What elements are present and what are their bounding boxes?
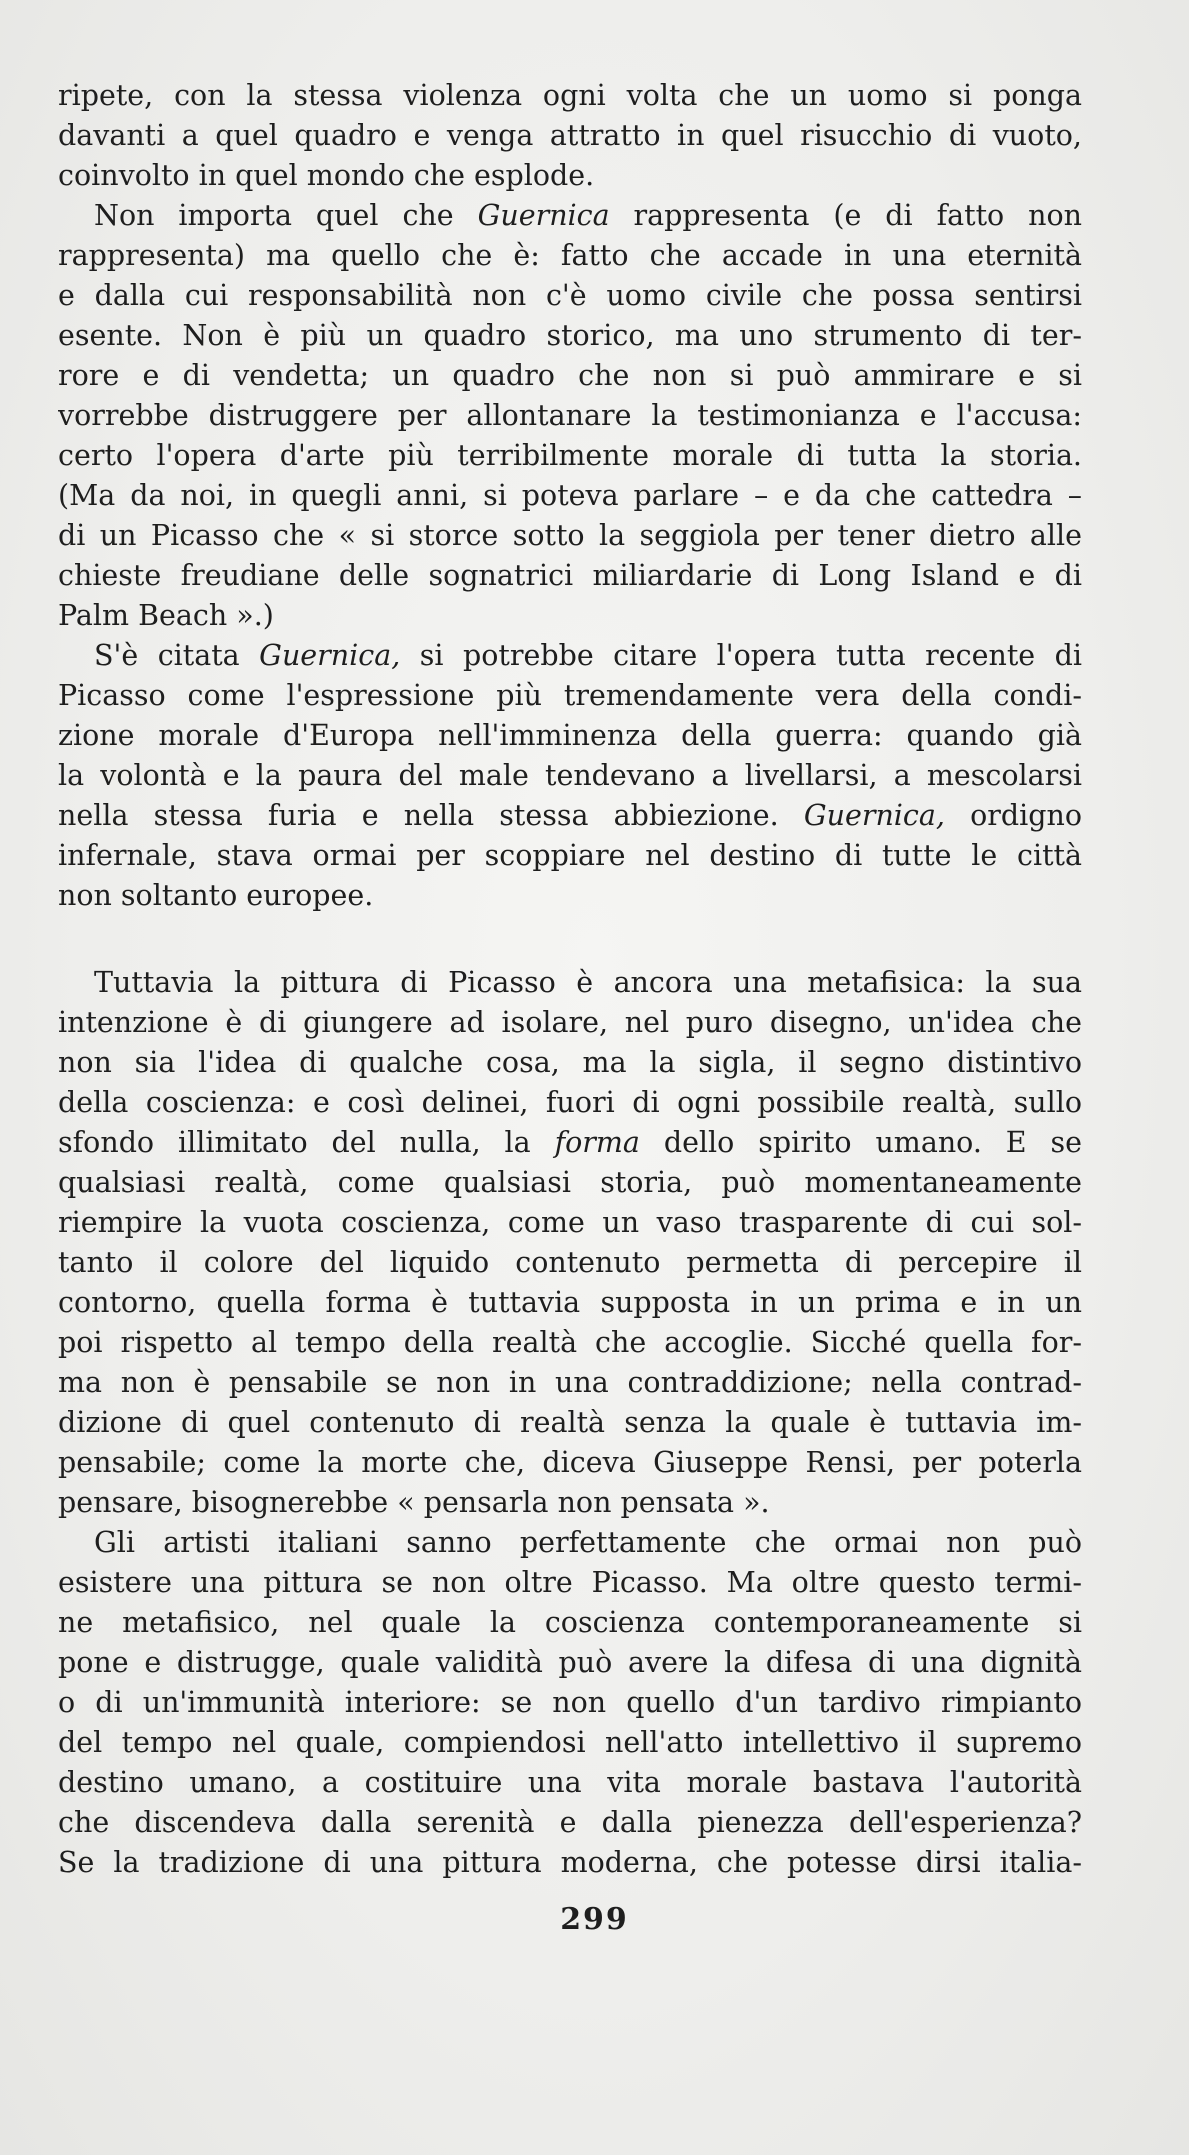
text-line: pone e distrugge, quale validità può avere la difesa di una dignità bbox=[58, 1646, 1082, 1679]
text-line: chieste freudiane delle sognatrici miliardarie di Long Island e di bbox=[58, 559, 1082, 592]
text-line: rore e di vendetta; un quadro che non si può ammirare e si bbox=[58, 359, 1082, 392]
text-line: rappresenta) ma quello che è: fatto che accade in una eternità bbox=[58, 239, 1082, 272]
text-line: davanti a quel quadro e venga attratto in quel risucchio di vuoto, bbox=[58, 119, 1082, 152]
text-line: Non importa quel che Guernica rappresenta (e di fatto non bbox=[94, 199, 1082, 232]
text-line: Gli artisti italiani sanno perfettamente che ormai non può bbox=[94, 1526, 1082, 1559]
text-line: della coscienza: e così delinei, fuori di ogni possibile realtà, sullo bbox=[58, 1086, 1082, 1119]
text-line: zione morale d'Europa nell'imminenza della guerra: quando già bbox=[58, 719, 1082, 752]
text-line: o di un'immunità interiore: se non quello d'un tardivo rimpianto bbox=[58, 1686, 1082, 1719]
italic-title: Guernica bbox=[477, 199, 610, 232]
text-line: non soltanto europee. bbox=[58, 879, 374, 912]
text-line: qualsiasi realtà, come qualsiasi storia, può momentaneamente bbox=[58, 1166, 1082, 1199]
text-line: intenzione è di giungere ad isolare, nel puro disegno, un'idea che bbox=[58, 1006, 1082, 1039]
text-line: vorrebbe distruggere per allontanare la testimonianza e l'accusa: bbox=[58, 399, 1082, 432]
text-line: Tuttavia la pittura di Picasso è ancora una metafisica: la sua bbox=[94, 966, 1082, 999]
page-number: 299 bbox=[560, 1902, 629, 1937]
text-line: e dalla cui responsabilità non c'è uomo civile che possa sentirsi bbox=[58, 279, 1082, 312]
text-line: destino umano, a costituire una vita morale bastava l'autorità bbox=[58, 1766, 1082, 1799]
italic-title: Guernica, bbox=[803, 799, 945, 832]
text-line: ripete, con la stessa violenza ogni volta che un uomo si ponga bbox=[58, 79, 1082, 112]
text-line: riempire la vuota coscienza, come un vaso trasparente di cui sol- bbox=[58, 1206, 1082, 1239]
text-line: del tempo nel quale, compiendosi nell'atto intellettivo il supremo bbox=[58, 1726, 1082, 1759]
text-line: nella stessa furia e nella stessa abbiezione. Guernica, ordigno bbox=[58, 799, 1082, 832]
text-line: dizione di quel contenuto di realtà senza la quale è tuttavia im- bbox=[58, 1406, 1082, 1439]
text-line: esente. Non è più un quadro storico, ma uno strumento di ter- bbox=[58, 319, 1082, 352]
text-line: Se la tradizione di una pittura moderna, che potesse dirsi italia- bbox=[58, 1846, 1082, 1879]
text-line: che discendeva dalla serenità e dalla pienezza dell'esperienza? bbox=[58, 1806, 1082, 1839]
italic-title: Guernica, bbox=[259, 639, 401, 672]
text-line: S'è citata Guernica, si potrebbe citare l'opera tutta recente di bbox=[94, 639, 1082, 672]
text-line: ma non è pensabile se non in una contraddizione; nella contrad- bbox=[58, 1366, 1082, 1399]
text-line: ne metafisico, nel quale la coscienza contemporaneamente si bbox=[58, 1606, 1082, 1639]
text-line: la volontà e la paura del male tendevano a livellarsi, a mescolarsi bbox=[58, 759, 1082, 792]
text-section-1 bbox=[58, 76, 1082, 916]
text-line: pensabile; come la morte che, diceva Giuseppe Rensi, per poterla bbox=[58, 1446, 1082, 1479]
text-section-2 bbox=[58, 963, 1082, 1883]
text-line: infernale, stava ormai per scoppiare nel destino di tutte le città bbox=[58, 839, 1082, 872]
italic-word: forma bbox=[554, 1126, 640, 1159]
text-line: certo l'opera d'arte più terribilmente morale di tutta la storia. bbox=[58, 439, 1082, 472]
text-line: Picasso come l'espressione più tremendamente vera della condi- bbox=[58, 679, 1082, 712]
text-line: non sia l'idea di qualche cosa, ma la sigla, il segno distintivo bbox=[58, 1046, 1082, 1079]
text-line: tanto il colore del liquido contenuto permetta di percepire il bbox=[58, 1246, 1082, 1279]
text-line: esistere una pittura se non oltre Picasso. Ma oltre questo termi- bbox=[58, 1566, 1082, 1599]
text-line: poi rispetto al tempo della realtà che accoglie. Sicché quella for- bbox=[58, 1326, 1082, 1359]
text-line: di un Picasso che « si storce sotto la seggiola per tener dietro alle bbox=[58, 519, 1082, 552]
text-line: (Ma da noi, in quegli anni, si poteva parlare – e da che cattedra – bbox=[58, 479, 1082, 512]
text-line: coinvolto in quel mondo che esplode. bbox=[58, 159, 595, 192]
text-line: pensare, bisognerebbe « pensarla non pensata ». bbox=[58, 1486, 770, 1519]
text-line: sfondo illimitato del nulla, la forma dello spirito umano. E se bbox=[58, 1126, 1082, 1159]
text-line: contorno, quella forma è tuttavia supposta in un prima e in un bbox=[58, 1286, 1082, 1319]
text-line: Palm Beach ».) bbox=[58, 599, 274, 632]
